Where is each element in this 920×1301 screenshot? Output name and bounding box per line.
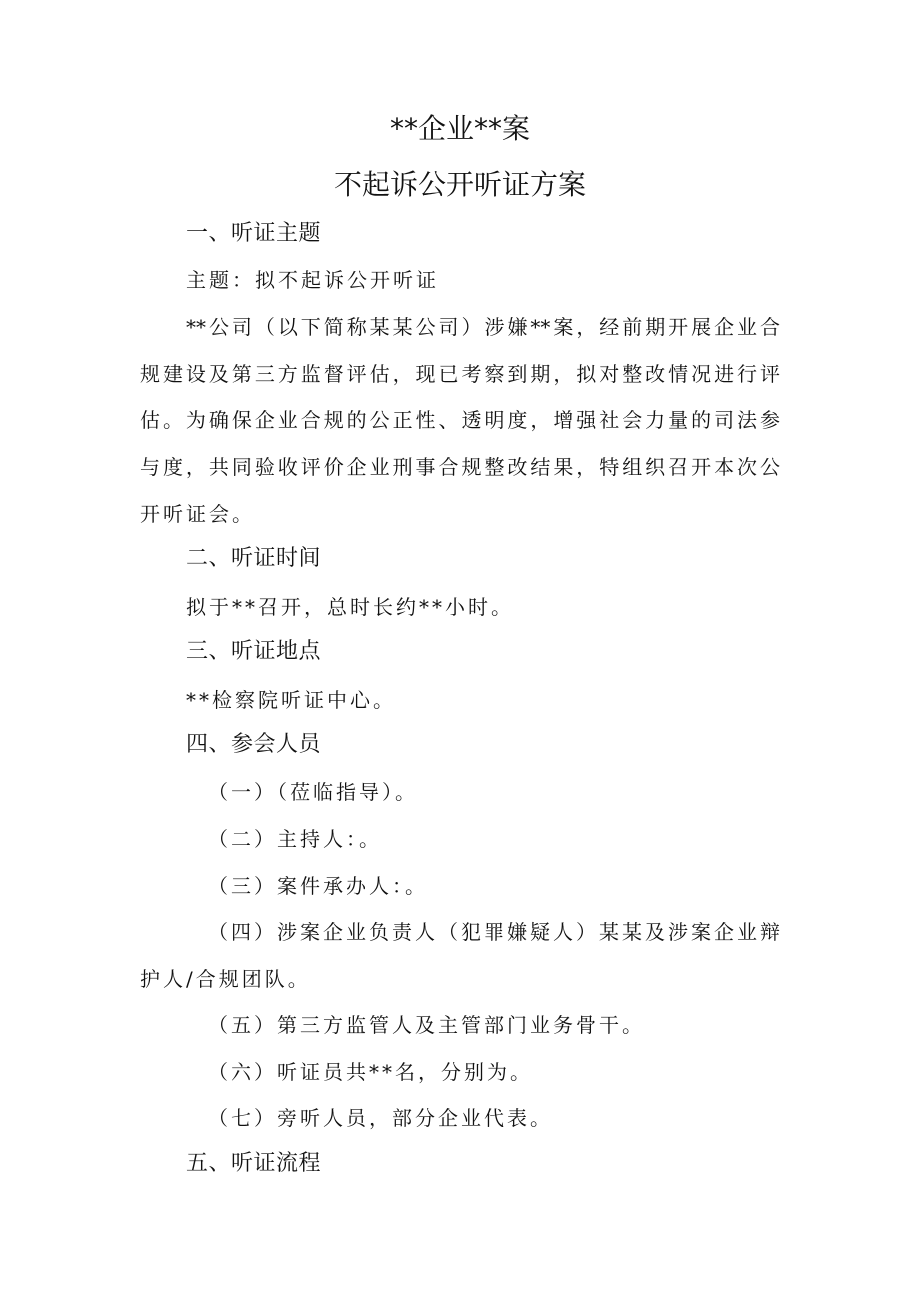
section1-paragraph-line-3: 估。为确保企业合规的公正性、透明度，增强社会力量的司法参	[140, 408, 780, 432]
section4-item-5: （五）第三方监管人及主管部门业务骨干。	[208, 1013, 645, 1037]
section5-heading: 五、听证流程	[186, 1151, 322, 1176]
section4-heading: 四、参会人员	[186, 732, 322, 757]
section1-paragraph-line-4: 与度，共同验收评价企业刑事合规整改结果，特组织召开本次公	[140, 455, 780, 479]
section3-heading: 三、听证地点	[186, 639, 322, 664]
section4-item-7: （七）旁听人员，部分企业代表。	[208, 1106, 553, 1130]
document-title-line1: **企业**案	[389, 112, 530, 145]
section4-item-4-line-2: 护人/合规团队。	[140, 967, 311, 991]
section4-item-6: （六）听证员共**名，分别为。	[208, 1060, 533, 1084]
section4-item-4-line-1: （四）涉案企业负责人（犯罪嫌疑人）某某及涉案企业辩	[208, 920, 780, 944]
section4-item-3: （三）案件承办人：。	[208, 874, 428, 898]
section4-item-1: （一）（莅临指导）。	[208, 780, 418, 804]
section2-text: 拟于**召开，总时长约**小时。	[186, 595, 514, 619]
section4-item-2: （二）主持人：。	[208, 827, 382, 851]
section2-heading: 二、听证时间	[186, 546, 322, 571]
section3-text: **检察院听证中心。	[186, 688, 396, 712]
section1-theme: 主题：拟不起诉公开听证	[186, 268, 439, 292]
section1-heading: 一、听证主题	[186, 221, 322, 246]
document-title-line2: 不起诉公开听证方案	[333, 168, 586, 201]
section1-paragraph-line-2: 规建设及第三方监督评估，现已考察到期，拟对整改情况进行评	[140, 362, 780, 386]
section1-paragraph-line-1: **公司（以下简称某某公司）涉嫌**案，经前期开展企业合	[186, 315, 780, 339]
section1-paragraph-line-5: 开听证会。	[140, 502, 255, 526]
